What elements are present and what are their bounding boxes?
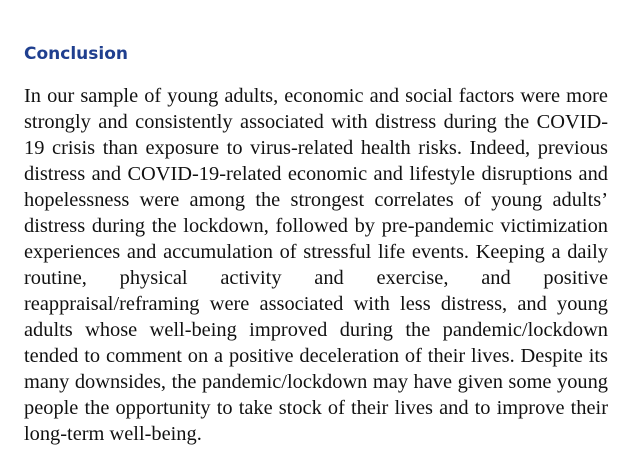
conclusion-paragraph: In our sample of young adults, economic and social factors were more strongly and consistently associated with distress during the COVID-19 crisis than exposure to virus-related health risks. Indeed, previous distress and COVID-19-related economic and lifestyle disruptions and hopelessness were among the strongest correlates of young adults’ distress during the lockdown, followed by pre-pandemic victimization experiences and accumulation of stressful life events. Keeping a daily routine, physical activity and exercise, and positive reappraisal/reframing were associated with less distress, and young adults whose well-being improved during the pandemic/lockdown tended to comment on a positive deceleration of their lives. Despite its many downsides, the pandemic/lockdown may have given some young people the opportunity to take stock of their lives and to improve their long-term well-being. (24, 85, 608, 445)
article-page (24, 41, 608, 447)
section-heading: Conclusion (24, 44, 128, 64)
